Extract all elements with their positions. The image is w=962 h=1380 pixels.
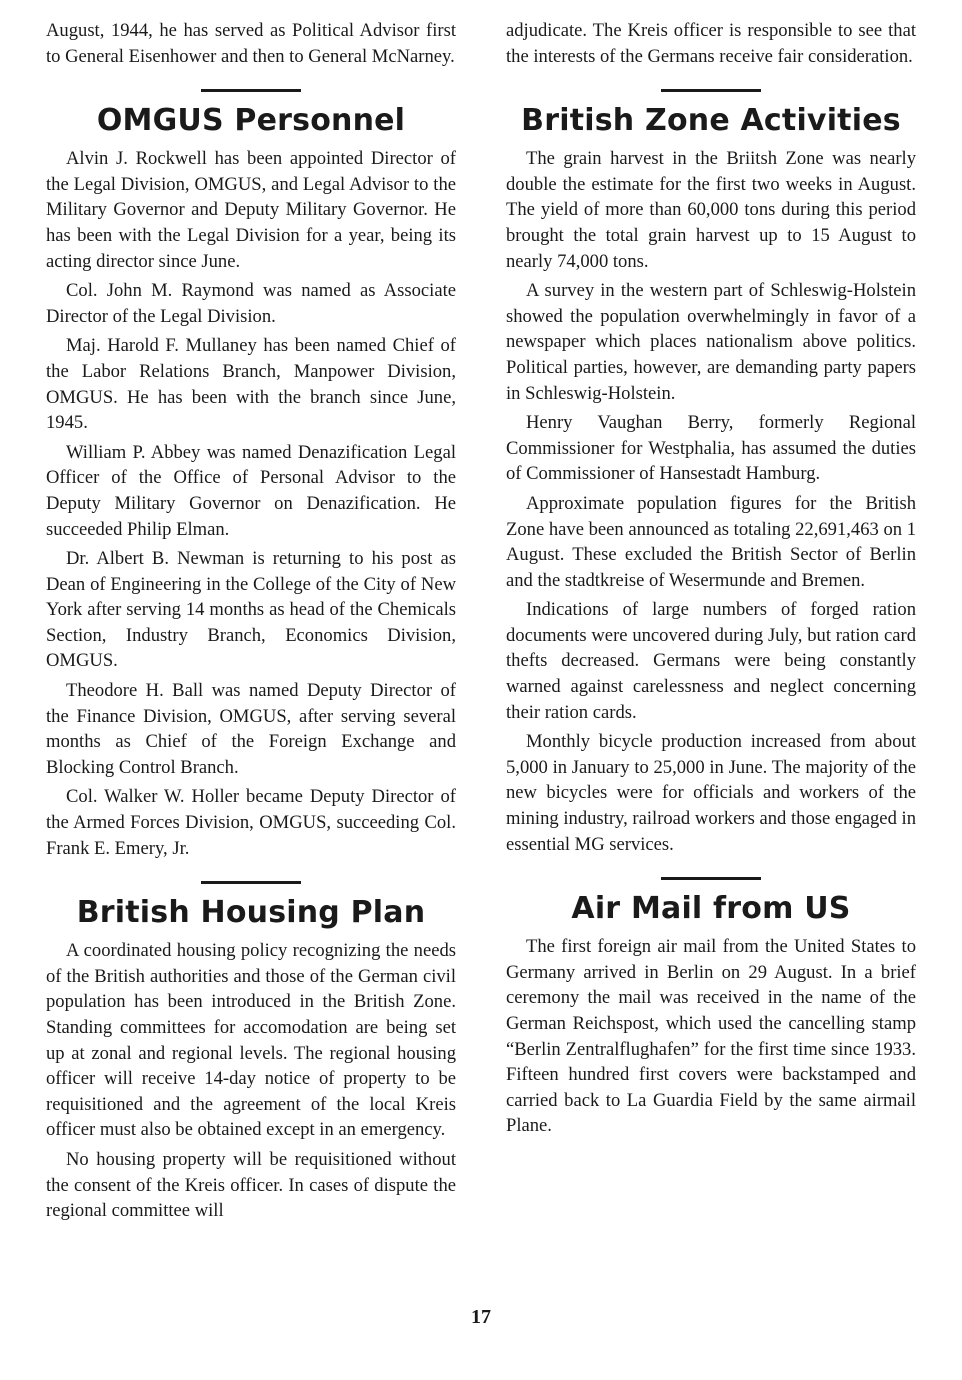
paragraph: A coordinated housing policy recognizing the needs of the British authorities and those of the German civil population has been introduced in the British Zone. Standing committees for accomodation are being set up at zonal and regional levels. The regional housing officer will receive 14-day notice of property to be requisitioned and the agreement of the local Kreis officer must also be obtained except in an emergency. (46, 940, 456, 1141)
paragraph: Approximate population figures for the British Zone have been announced as totaling 22,691,463 on 1 August. These excluded the British Sector of Berlin and the stadtkreise of Wesermunde and Bremen. (506, 492, 916, 591)
paragraph: Alvin J. Rockwell has been appointed Director of the Legal Division, OMGUS, and Legal Advisor to the Military Governor and Deputy Military Governor. He has been with the Legal Division for a year, being its acting director since June. (46, 148, 456, 272)
section-heading: Air Mail from US (571, 891, 851, 927)
section-heading: British Housing Plan (76, 895, 426, 931)
paragraph: Monthly bicycle production increased from about 5,000 in January to 25,000 in June. The majority of the new bicycles were for officials and workers of the mining industry, railroad workers and those engaged in essential MG services. (506, 731, 916, 855)
paragraph: William P. Abbey was named Denazification Legal Officer of the Office of Personal Advisor to the Deputy Military Governor on Denazification. He succeeded Philip Elman. (46, 441, 456, 540)
paragraph: Maj. Harold F. Mullaney has been named Chief of the Labor Relations Branch, Manpower Division, OMGUS. He has been with the branch since June, 1945. (46, 335, 456, 434)
british-housing-plan-section (46, 894, 456, 1224)
page-number: 17 (471, 1306, 491, 1328)
paragraph: The first foreign air mail from the United States to Germany arrived in Berlin on 29 August. In a brief ceremony the mail was received in the name of the German Reichspost, which used the cancelling stamp “Berlin Zentralflughafen” for the first time since 1933. Fifteen hundred first covers were backstamped and carried back to La Guardia Field by the same airmail Plane. (506, 936, 916, 1137)
left-column (46, 18, 456, 1228)
section-divider (201, 881, 301, 884)
section-heading: British Zone Activities (521, 103, 901, 139)
section-divider (661, 877, 761, 880)
section-divider (201, 89, 301, 92)
paragraph: Theodore H. Ball was named Deputy Director of the Finance Division, OMGUS, after serving several months as Chief of the Foreign Exchange and Blocking Control Branch. (46, 680, 456, 778)
paragraph: Henry Vaughan Berry, formerly Regional Commissioner for Westphalia, has assumed the duties of Commissioner of Hansestadt Hamburg. (506, 412, 916, 485)
section-divider (661, 89, 761, 92)
paragraph: Dr. Albert B. Newman is returning to his post as Dean of Engineering in the College of the City of New York after serving 14 months as head of the Chemicals Section, Industry Branch, Economics Division, OMGUS. (46, 548, 456, 672)
intro-paragraph: August, 1944, he has served as Political Advisor first to General Eisenhower and then to General McNarney. (46, 20, 456, 67)
air-mail-from-us-section (506, 890, 916, 1139)
paragraph: A survey in the western part of Schleswig-Holstein showed the population overwhelmingly in favor of a newspaper which places nationalism above politics. Political parties, however, are demanding party papers in Schleswig-Holstein. (506, 280, 916, 404)
continuation-paragraph: adjudicate. The Kreis officer is responsible to see that the interests of the Germans receive fair consideration. (506, 20, 916, 67)
paragraph: Col. John M. Raymond was named as Associate Director of the Legal Division. (46, 280, 456, 327)
section-heading: OMGUS Personnel (96, 103, 406, 139)
paragraph: The grain harvest in the Briitsh Zone was nearly double the estimate for the first two weeks in August. The yield of more than 60,000 tons during this period brought the total grain harvest up to 15 August to nearly 74,000 tons. (506, 148, 916, 272)
paragraph: Indications of large numbers of forged ration documents were uncovered during July, but ration card thefts decreased. Germans were being constantly warned against carelessness and neglect concerning their ration cards. (506, 599, 916, 723)
paragraph: No housing property will be requisitioned without the consent of the Kreis officer. In cases of dispute the regional committee will (46, 1148, 456, 1222)
paragraph: Col. Walker W. Holler became Deputy Director of the Armed Forces Division, OMGUS, succeeding Col. Frank E. Emery, Jr. (46, 786, 456, 859)
omgus-personnel-section (46, 102, 456, 861)
right-column (506, 18, 916, 1143)
british-zone-activities-section (506, 102, 916, 857)
